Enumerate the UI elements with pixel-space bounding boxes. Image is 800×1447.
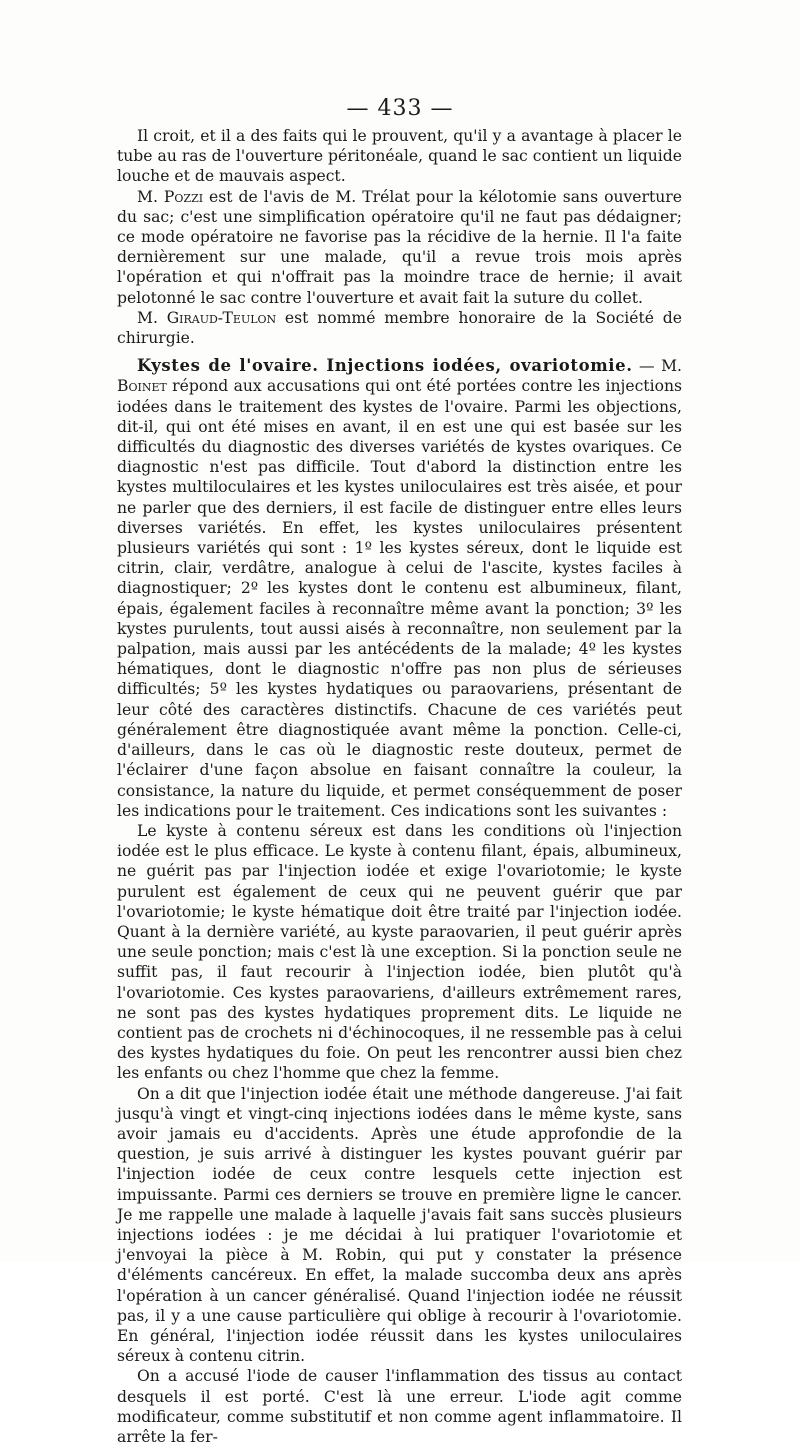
speaker-name: M. Pozzi — [137, 187, 204, 206]
title-dash: — — [632, 357, 662, 376]
page-body — [117, 126, 682, 1447]
paragraph-text: Il croit, et il a des faits qui le prouvent, qu'il y a avantage à placer le tube au ras de l'ouverture péritonéale, quand le sac contient un liquide louche et de mauvais aspect. — [117, 127, 682, 186]
paragraph-text: On a dit que l'injection iodée était une méthode dangereuse. J'ai fait jusqu'à vingt et vingt-cinq injections iodées dans le même kyste, sans avoir jamais eu d'accidents. Après une étude approfondie de la question, je suis arrivé à distinguer les kystes pouvant guérir par l'injection iodée de ceux contre lesquels cette injection est impuissante. Parmi ces derniers se trouve en première ligne le cancer. Je me rappelle une malade à laquelle j'avais fait sans succès plusieurs injections iodées : je me décidai à lui pratiquer l'ovariotomie et j'envoyai la pièce à M. Robin, qui put y constater la présence d'éléments cancéreux. En effet, la malade succomba deux ans après l'opération à un cancer généralisé. Quand l'injection iodée ne réussit pas, il y a une cause particulière qui oblige à recourir à l'ovariotomie. En général, l'injection iodée réussit dans les kystes uniloculaires séreux à contenu citrin. — [117, 1084, 682, 1366]
page-number: — 433 — — [346, 96, 454, 121]
paragraph — [117, 126, 682, 187]
section-title: Kystes de l'ovaire. Injections iodées, ovariotomie. — [137, 356, 633, 376]
paragraph — [117, 1366, 682, 1447]
paragraph-text: est de l'avis de M. Trélat pour la kélotomie sans ouverture du sac; c'est une simplification opératoire qu'il ne faut pas dédaigner; ce mode opératoire ne favorise pas la récidive de la hernie. Il l'a faite dernièrement sur une malade, qu'il a revue trois mois après l'opération et qui n'offrait pas la moindre trace de hernie; il avait pelotonné le sac contre l'ouverture et avait fait la suture du collet. — [117, 187, 682, 307]
paragraph-text: est nommé membre honoraire de la Société de chirurgie. — [117, 308, 682, 348]
paragraph — [117, 308, 682, 348]
section-paragraph — [117, 356, 682, 821]
paragraph-text: Le kyste à contenu séreux est dans les conditions où l'injection iodée est le plus efficace. Le kyste à contenu filant, épais, albumineux, ne guérit pas par l'injection iodée et exige l'ovariotomie; le kyste purulent est également de ceux qui ne peuvent guérir que par l'ovariotomie; le kyste hématique doit être traité par l'injection iodée. Quant à la dernière variété, au kyste paraovarien, il peut guérir après une seule ponction; mais c'est là une exception. Si la ponction seule ne suffit pas, il faut recourir à l'injection iodée, bien plutôt qu'à l'ovariotomie. Ces kystes paraovariens, d'ailleurs extrêmement rares, ne sont pas des kystes hydatiques proprement dits. Le liquide ne contient pas de crochets ni d'échinocoques, il ne ressemble pas à celui des kystes hydatiques du foie. On peut les rencontrer aussi bien chez les enfants ou chez l'homme que chez la femme. — [117, 821, 682, 1083]
paragraph — [117, 1084, 682, 1367]
speaker-name: M. Boinet — [117, 357, 682, 396]
speaker-name: M. Giraud-Teulon — [137, 308, 277, 327]
paragraph — [117, 821, 682, 1084]
paragraph-text: répond aux accusations qui ont été portées contre les injections iodées dans le traitement des kystes de l'ovaire. Parmi les objections, dit-il, qui ont été mises en avant, il en est une qui est basée sur les difficultés du diagnostic des diverses variétés de kystes ovariques. Ce diagnostic n'est pas difficile. Tout d'abord la distinction entre les kystes multiloculaires et les kystes uniloculaires est très aisée, et pour ne parler que des derniers, il est facile de distinguer entre elles leurs diverses variétés. En effet, les kystes uniloculaires présentent plusieurs variétés qui sont : 1º les kystes séreux, dont le liquide est citrin, clair, verdâtre, analogue à celui de l'ascite, kystes faciles à diagnostiquer; 2º les kystes dont le contenu est albumineux, filant, épais, également faciles à reconnaître même avant la ponction; 3º les kystes purulents, tout aussi aisés à reconnaître, non seulement par la palpation, mais aussi par les antécédents de la malade; 4º les kystes hématiques, dont le diagnostic n'offre pas non plus de sérieuses difficultés; 5º les kystes hydatiques ou paraovariens, présentant de leur côté des caractères distinctifs. Chacune de ces variétés peut généralement être diagnostiquée avant même la ponction. Celle-ci, d'ailleurs, dans le cas où le diagnostic reste douteux, permet de l'éclairer d'une façon absolue en faisant connaître la couleur, la consistance, la nature du liquide, et permet conséquemment de poser les indications pour le traitement. Ces indications sont les suivantes : — [117, 377, 682, 820]
paragraph — [117, 187, 682, 308]
paragraph-text: On a accusé l'iode de causer l'inflammation des tissus au contact desquels il est porté. C'est là une erreur. L'iode agit comme modificateur, comme substitutif et non comme agent inflammatoire. Il arrête la fer- — [117, 1367, 682, 1446]
